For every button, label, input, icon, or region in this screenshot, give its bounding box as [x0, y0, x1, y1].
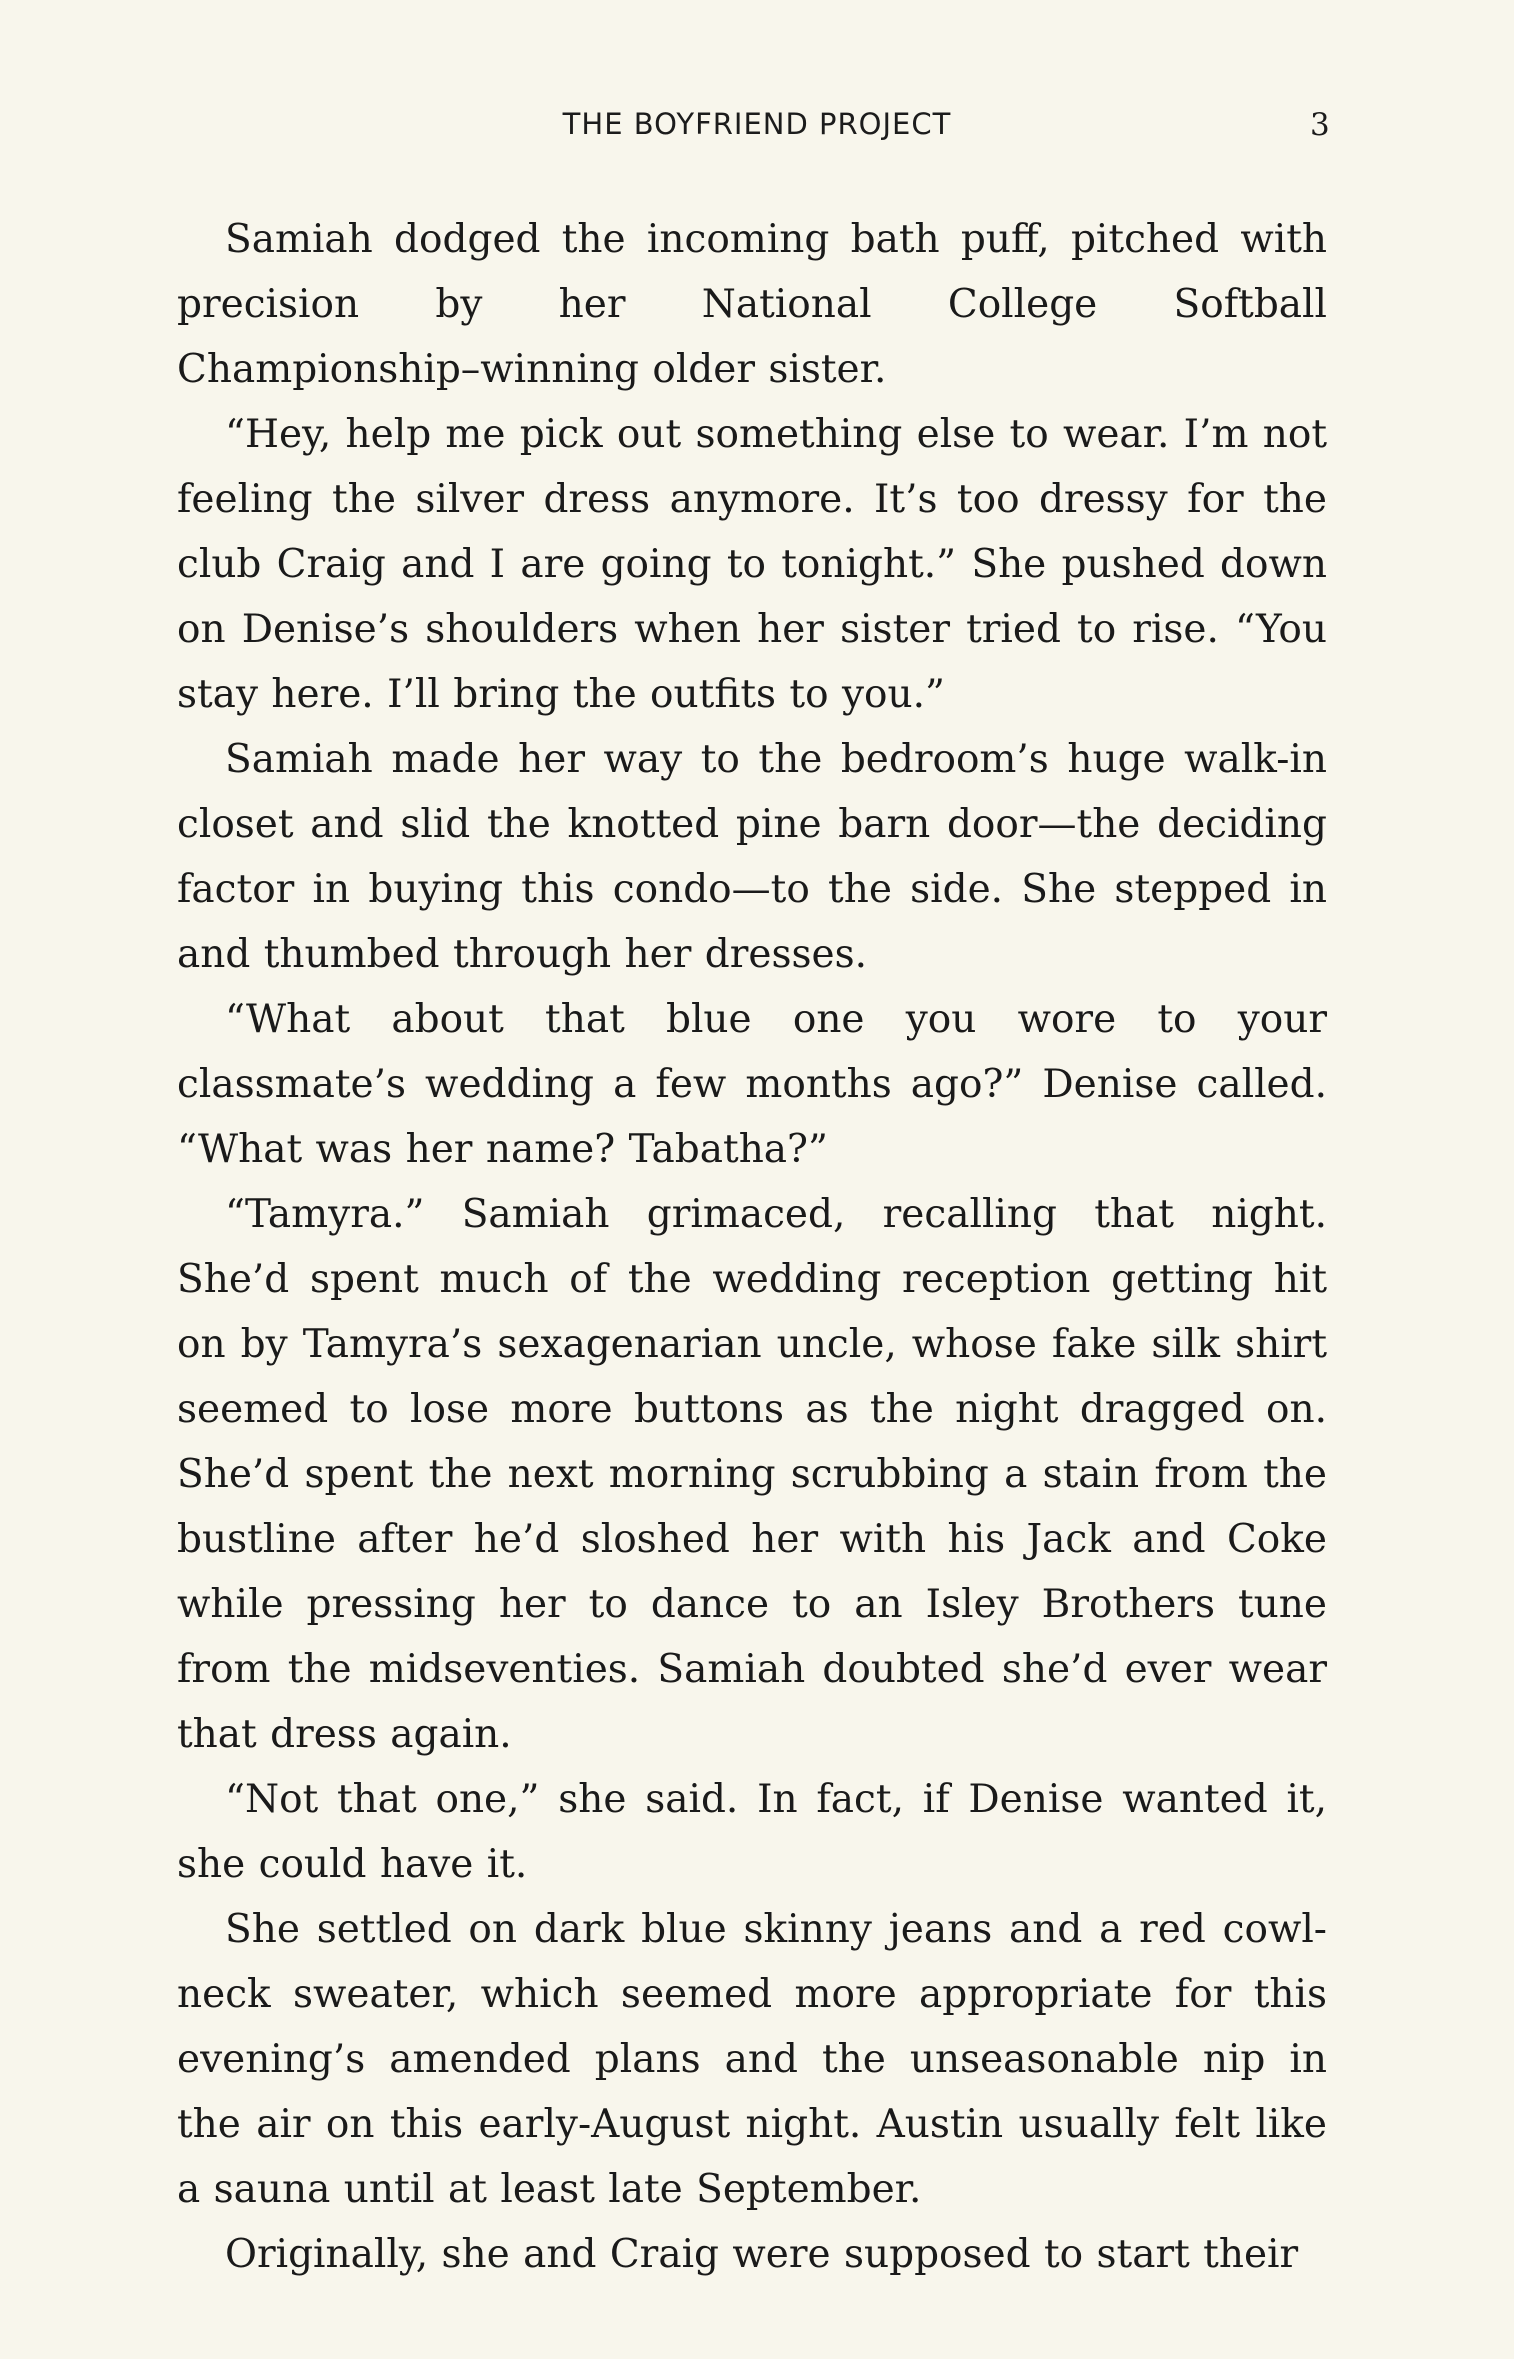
paragraph: She settled on dark blue skinny jeans and a red cowl-neck sweater, which seemed more appropriate for this evening’s amended plans and the unseasonable nip in the air on this early-August night. Austin usually felt like a sauna until at least late September.: [177, 1907, 1327, 2212]
running-head: [0, 107, 1514, 147]
paragraph: “Not that one,” she said. In fact, if Denise wanted it, she could have it.: [177, 1777, 1327, 1887]
paragraph: Originally, she and Craig were supposed to start their: [225, 2232, 1299, 2277]
paragraph: Samiah made her way to the bedroom’s huge walk-in closet and slid the knotted pine barn door—the deciding factor in buying this condo—to the side. She stepped in and thumbed through her dresses.: [177, 737, 1327, 977]
page-number: 3: [1310, 107, 1330, 143]
running-title: THE BOYFRIEND PROJECT: [562, 107, 952, 141]
paragraph: “Tamyra.” Samiah grimaced, recalling that night. She’d spent much of the wedding reception getting hit on by Tamyra’s sexagenarian uncle, whose fake silk shirt seemed to lose more buttons as the night dragged on. She’d spent the next morning scrubbing a stain from the bustline after he’d sloshed her with his Jack and Coke while pressing her to dance to an Isley Brothers tune from the midseventies. Samiah doubted she’d ever wear that dress again.: [177, 1192, 1327, 1757]
paragraph: “What about that blue one you wore to your classmate’s wedding a few months ago?” Denise called. “What was her name? Tabatha?”: [177, 997, 1327, 1172]
body-text: [177, 207, 1327, 2287]
paragraph: “Hey, help me pick out something else to wear. I’m not feeling the silver dress anymore. It’s too dressy for the club Craig and I are going to tonight.” She pushed down on Denise’s shoulders when her sister tried to rise. “You stay here. I’ll bring the outfits to you.”: [177, 412, 1327, 717]
paragraph: Samiah dodged the incoming bath puff, pitched with precision by her National College Softball Championship–winning older sister.: [177, 217, 1327, 392]
